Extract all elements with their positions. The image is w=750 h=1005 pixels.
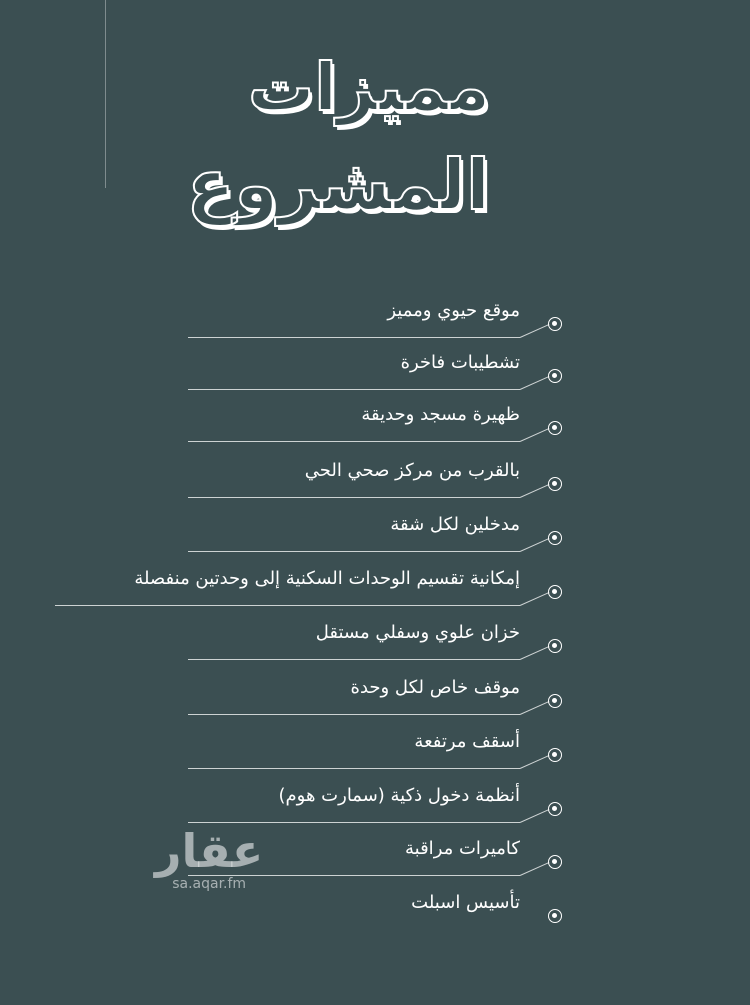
feature-underline [188, 768, 520, 769]
bullet-icon [548, 694, 562, 708]
bullet-icon [548, 317, 562, 331]
feature-connector [520, 592, 549, 606]
feature-item: خزان علوي وسفلي مستقل [315, 622, 520, 643]
bullet-icon [548, 639, 562, 653]
bullet-icon [548, 909, 562, 923]
bullet-icon [548, 421, 562, 435]
page-title-line-1: مميزات [247, 49, 490, 126]
watermark [155, 824, 264, 892]
feature-connector [520, 324, 549, 338]
feature-item: بالقرب من مركز صحي الحي [304, 460, 520, 481]
feature-item: مدخلين لكل شقة [390, 514, 520, 535]
feature-connector [520, 755, 549, 769]
bullet-icon [548, 531, 562, 545]
page-title-line-2: المشروع [186, 144, 490, 226]
bullet-icon [548, 855, 562, 869]
feature-underline [55, 605, 520, 606]
bullet-icon [548, 369, 562, 383]
feature-item: موقع حيوي ومميز [387, 300, 520, 321]
feature-item: ظهيرة مسجد وحديقة [361, 404, 520, 425]
feature-connector [520, 376, 549, 390]
watermark-logo: عقار [155, 824, 264, 878]
feature-connector [520, 701, 549, 715]
feature-item: كاميرات مراقبة [405, 838, 520, 859]
bullet-icon [548, 477, 562, 491]
bullet-icon [548, 748, 562, 762]
feature-item: إمكانية تقسيم الوحدات السكنية إلى وحدتين منفصلة [134, 568, 520, 589]
bullet-icon [548, 585, 562, 599]
feature-connector [520, 538, 549, 552]
feature-underline [188, 441, 520, 442]
feature-connector [520, 484, 549, 498]
feature-underline [188, 822, 520, 823]
feature-underline [188, 551, 520, 552]
feature-underline [188, 337, 520, 338]
feature-underline [188, 714, 520, 715]
watermark-url: sa.aqar.fm [172, 876, 247, 892]
feature-connector [520, 862, 549, 876]
bullet-icon [548, 802, 562, 816]
feature-underline [188, 497, 520, 498]
feature-connector [520, 809, 549, 823]
feature-connector [520, 646, 549, 660]
feature-item: تشطيبات فاخرة [400, 352, 520, 373]
feature-item: موقف خاص لكل وحدة [350, 677, 520, 698]
feature-item: تأسيس اسبلت [411, 892, 520, 913]
feature-connector [520, 428, 549, 442]
feature-underline [188, 389, 520, 390]
feature-underline [188, 659, 520, 660]
feature-item: أنظمة دخول ذكية (سمارت هوم) [278, 785, 520, 806]
feature-item: أسقف مرتفعة [414, 731, 520, 752]
